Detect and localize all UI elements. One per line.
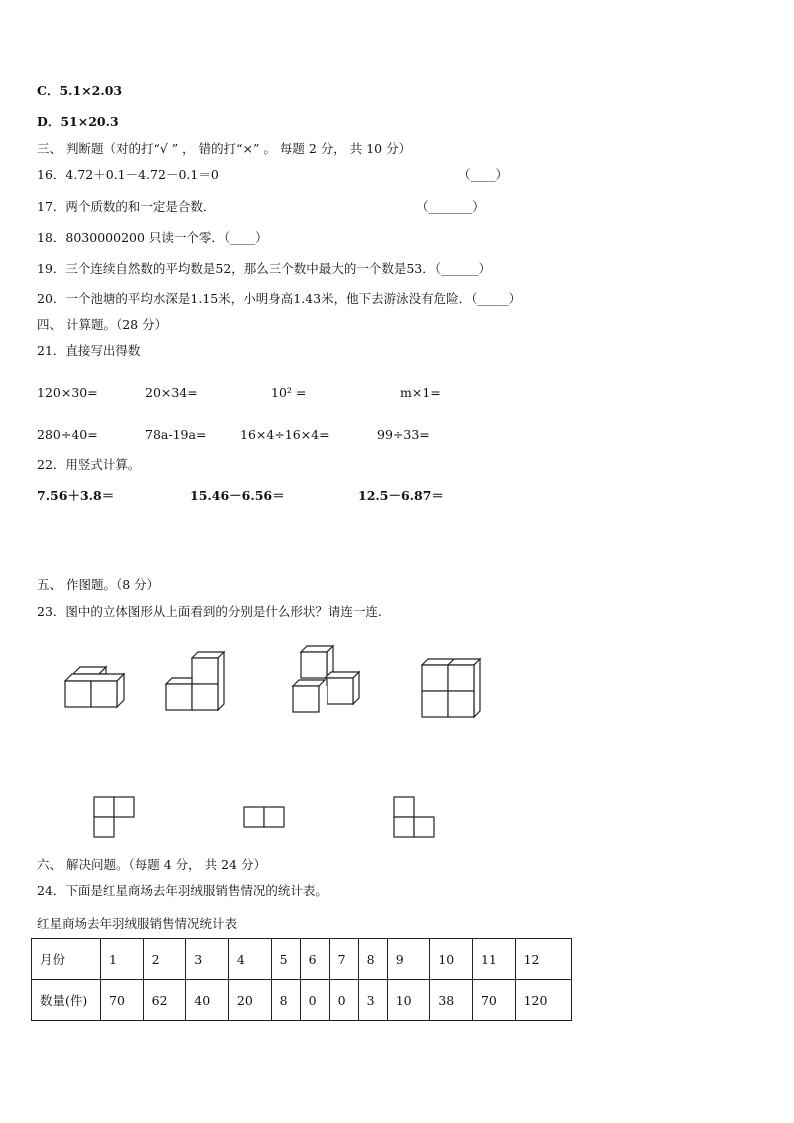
table-cell: 4: [228, 939, 271, 980]
table-cell: 40: [186, 980, 229, 1021]
cube-figure-3: [287, 644, 367, 716]
vertical-calc-item: 12.5－6.87＝: [358, 488, 444, 503]
question-22: 22．用竖式计算。: [37, 457, 141, 472]
table-cell: 9: [387, 939, 430, 980]
calc-item: 10² =: [271, 385, 307, 400]
calc-item: 280÷40=: [37, 427, 98, 442]
table-cell: 10: [387, 980, 430, 1021]
calc-item: 120×30=: [37, 385, 98, 400]
table-cell: 6: [300, 939, 329, 980]
question-16: 16．4.72＋0.1－4.72－0.1＝0: [37, 167, 219, 182]
calc-item: 16×4÷16×4=: [240, 427, 330, 442]
table-cell: 3: [186, 939, 229, 980]
top-view-shape-3[interactable]: [393, 796, 437, 840]
cube-figure-2: [160, 648, 230, 714]
option-c: C．5.1×2.03: [37, 83, 123, 98]
table-cell: 2: [143, 939, 186, 980]
calc-item: 99÷33=: [377, 427, 430, 442]
table-cell: 11: [472, 939, 515, 980]
top-view-shape-1[interactable]: [93, 796, 137, 840]
question-16-blank[interactable]: （____）: [458, 167, 509, 182]
table-cell: 0: [300, 980, 329, 1021]
table-header-quantity: 数量(件): [32, 980, 101, 1021]
calc-item: 20×34=: [145, 385, 198, 400]
vertical-calc-item: 15.46－6.56＝: [190, 488, 285, 503]
table-cell: 10: [430, 939, 473, 980]
cube-figure-4: [417, 655, 487, 721]
question-24: 24．下面是红星商场去年羽绒服销售情况的统计表。: [37, 883, 328, 898]
section3-title: 三、 判断题（对的打“√ ” ， 错的打“×” 。 每题 2 分， 共 10 分）: [37, 141, 412, 156]
table-cell: 70: [101, 980, 144, 1021]
table-cell: 8: [358, 939, 387, 980]
table-cell: 8: [271, 980, 300, 1021]
cube-figure-1: [60, 660, 130, 710]
question-20: 20．一个池塘的平均水深是1.15米，小明身高1.43米，他下去游泳没有危险．（_____）: [37, 291, 522, 306]
vertical-calc-item: 7.56＋3.8＝: [37, 488, 115, 503]
question-21: 21．直接写出得数: [37, 343, 141, 358]
table-row-quantities: [32, 980, 572, 1021]
calc-item: 78a-19a=: [145, 427, 207, 442]
table-cell: 0: [329, 980, 358, 1021]
table-cell: 62: [143, 980, 186, 1021]
table-cell: 70: [472, 980, 515, 1021]
question-18: 18．8030000200 只读一个零．（____）: [37, 230, 268, 245]
table-cell: 38: [430, 980, 473, 1021]
question-17: 17．两个质数的和一定是合数．: [37, 199, 216, 214]
top-view-shape-2[interactable]: [243, 806, 287, 830]
table-cell: 12: [515, 939, 571, 980]
table-row-months: [32, 939, 572, 980]
section4-title: 四、 计算题。（28 分）: [37, 317, 168, 332]
section6-title: 六、 解决问题。（每题 4 分， 共 24 分）: [37, 857, 266, 872]
table-cell: 7: [329, 939, 358, 980]
table-cell: 120: [515, 980, 571, 1021]
table-cell: 1: [101, 939, 144, 980]
sales-table: [31, 938, 572, 1021]
table-cell: 5: [271, 939, 300, 980]
table-title: 红星商场去年羽绒服销售情况统计表: [37, 916, 238, 931]
question-19: 19．三个连续自然数的平均数是52，那么三个数中最大的一个数是53．（______）: [37, 261, 491, 276]
question-17-blank[interactable]: （_______）: [416, 199, 485, 214]
table-header-month: 月份: [32, 939, 101, 980]
question-23: 23．图中的立体图形从上面看到的分别是什么形状？请连一连.: [37, 604, 382, 619]
table-cell: 20: [228, 980, 271, 1021]
section5-title: 五、 作图题。（8 分）: [37, 577, 160, 592]
table-cell: 3: [358, 980, 387, 1021]
calc-item: m×1=: [400, 385, 441, 400]
option-d: D．51×20.3: [37, 114, 119, 129]
